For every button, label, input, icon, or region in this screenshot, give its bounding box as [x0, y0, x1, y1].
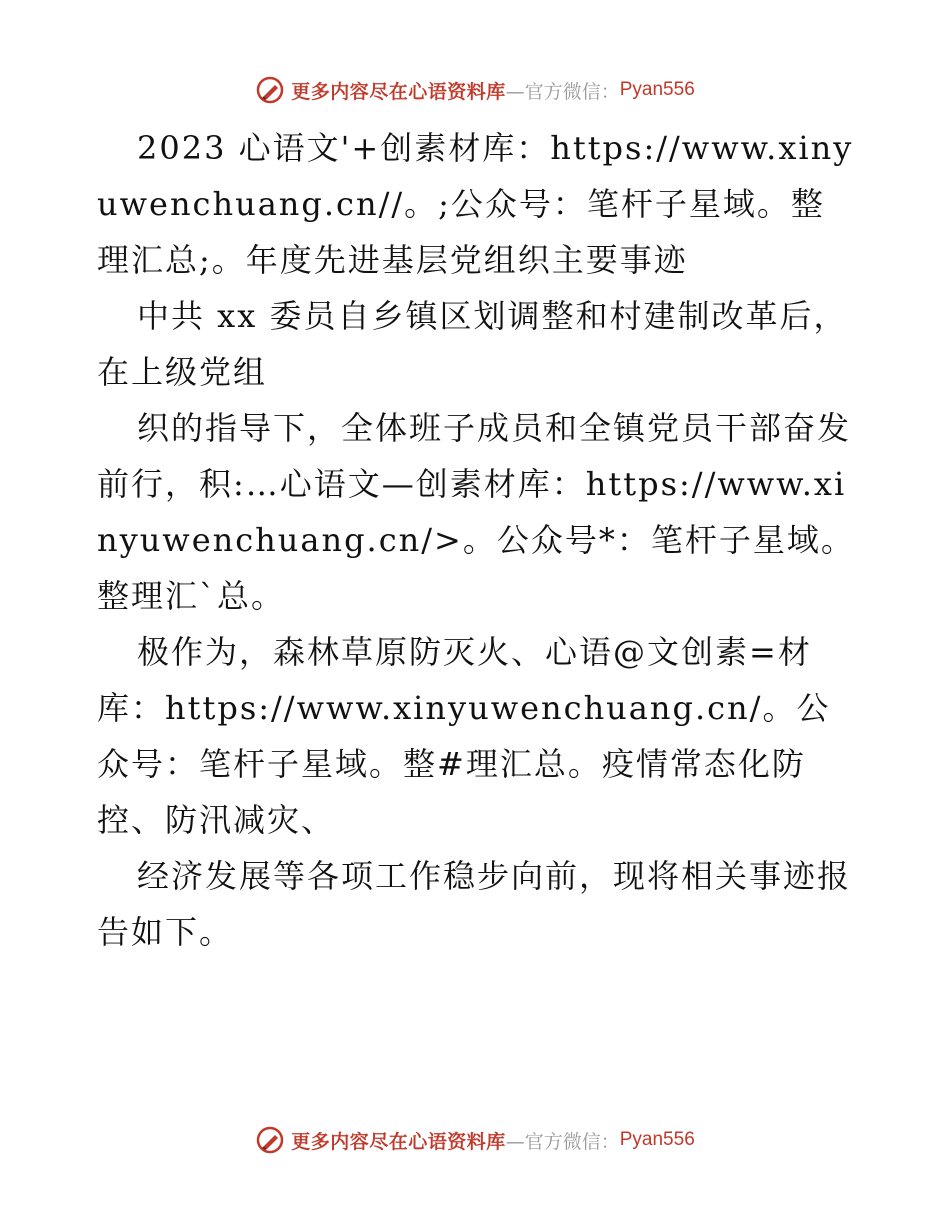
paragraph-1: 2023 心语文'+创素材库：https://www.xinyuwenchuang.cn//。;公众号：笔杆子星域。整理汇总;。年度先进基层党组织主要事迹 [97, 129, 854, 279]
paragraph-5: 经济发展等各项工作稳步向前，现将相关事迹报告如下。 [97, 857, 852, 951]
footer-banner-account: Pyan556 [619, 1129, 695, 1150]
document-body [97, 120, 857, 960]
pen-logo-icon [255, 1125, 285, 1155]
paragraph-3: 织的指导下，全体班子成员和全镇党员干部奋发前行，积:…心语文—创素材库：https://www.xinyuwenchuang.cn/>。公众号*：笔杆子星域。整理汇`总。 [97, 409, 855, 615]
header-banner-separator: —官方微信： [505, 80, 620, 103]
footer-banner-separator: —官方微信： [505, 1130, 620, 1153]
footer-banner-title: 更多内容尽在心语资料库 [291, 1130, 506, 1153]
pen-logo-icon [255, 75, 285, 105]
header-banner-account: Pyan556 [619, 79, 695, 100]
header-banner [0, 70, 950, 110]
footer-banner [0, 1120, 950, 1160]
paragraph-2: 中共 xx 委员自乡镇区划调整和村建制改革后，在上级党组 [97, 297, 848, 391]
paragraph-4: 极作为，森林草原防灭火、心语@文创素=材库：https://www.xinyuwenchuang.cn/。公众号：笔杆子星域。整#理汇总。疫情常态化防控、防汛减灾、 [97, 633, 831, 839]
header-banner-title: 更多内容尽在心语资料库 [291, 80, 506, 103]
